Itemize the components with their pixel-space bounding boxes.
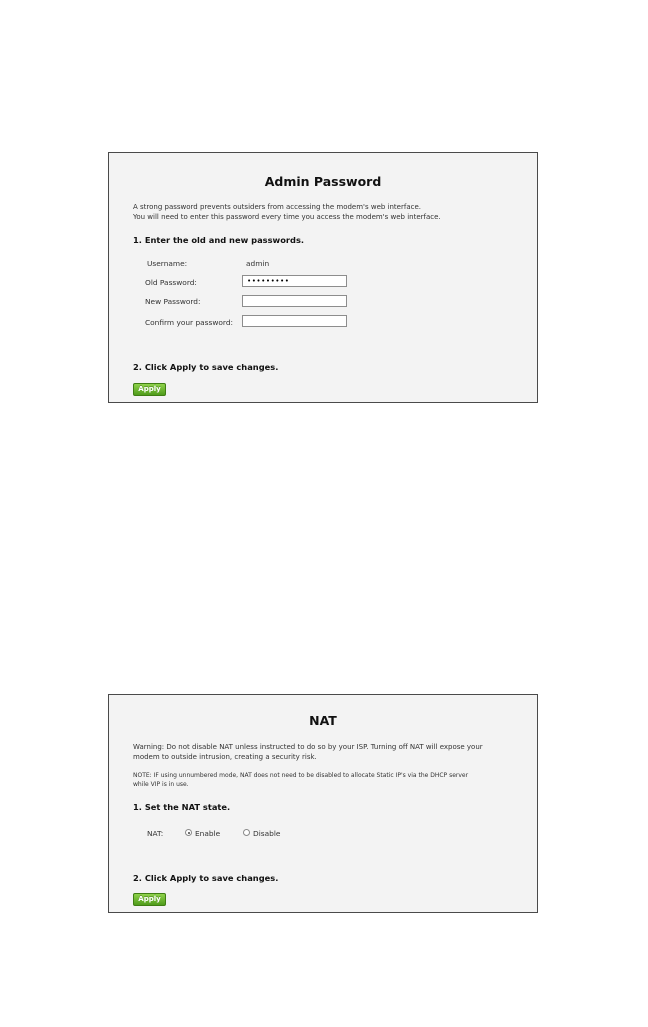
- confirm-password-label: Confirm your password:: [145, 318, 234, 327]
- admin-password-title: Admin Password: [264, 174, 382, 189]
- admin-password-panel: [108, 152, 538, 403]
- nat-apply-button[interactable]: Apply: [133, 893, 166, 906]
- nat-title: NAT: [309, 713, 337, 728]
- admin-apply-button[interactable]: Apply: [133, 383, 166, 396]
- nat-step-1: 1. Set the NAT state.: [133, 802, 231, 812]
- nat-step-2: 2. Click Apply to save changes.: [133, 873, 279, 883]
- nat-note-line-2: while VIP is in use.: [133, 781, 189, 788]
- old-password-input[interactable]: •••••••••: [242, 275, 347, 287]
- admin-intro-line-2: You will need to enter this password every time you access the modem's web interface.: [133, 213, 441, 221]
- nat-disable-label[interactable]: Disable: [253, 829, 281, 838]
- confirm-password-input[interactable]: [242, 315, 347, 327]
- nat-warning-line-1: Warning: Do not disable NAT unless instructed to do so by your ISP. Turning off NAT will expose your: [133, 743, 483, 751]
- nat-panel: [108, 694, 538, 913]
- admin-step-2: 2. Click Apply to save changes.: [133, 362, 279, 372]
- new-password-input[interactable]: [242, 295, 347, 307]
- admin-step-1: 1. Enter the old and new passwords.: [133, 235, 305, 245]
- admin-intro-line-1: A strong password prevents outsiders from accessing the modem's web interface.: [133, 203, 421, 211]
- new-password-label: New Password:: [145, 297, 201, 306]
- nat-enable-label[interactable]: Enable: [195, 829, 221, 838]
- nat-note-line-1: NOTE: IF using unnumbered mode, NAT does not need to be disabled to allocate Static IP's via the DHCP server: [133, 772, 469, 779]
- nat-label: NAT:: [147, 829, 164, 838]
- nat-warning-line-2: modem to outside intrusion, creating a security risk.: [133, 753, 317, 761]
- username-value: admin: [246, 259, 270, 268]
- old-password-label: Old Password:: [145, 278, 197, 287]
- username-label: Username:: [147, 259, 188, 268]
- nat-enable-radio[interactable]: [185, 829, 192, 836]
- nat-disable-radio[interactable]: [243, 829, 250, 836]
